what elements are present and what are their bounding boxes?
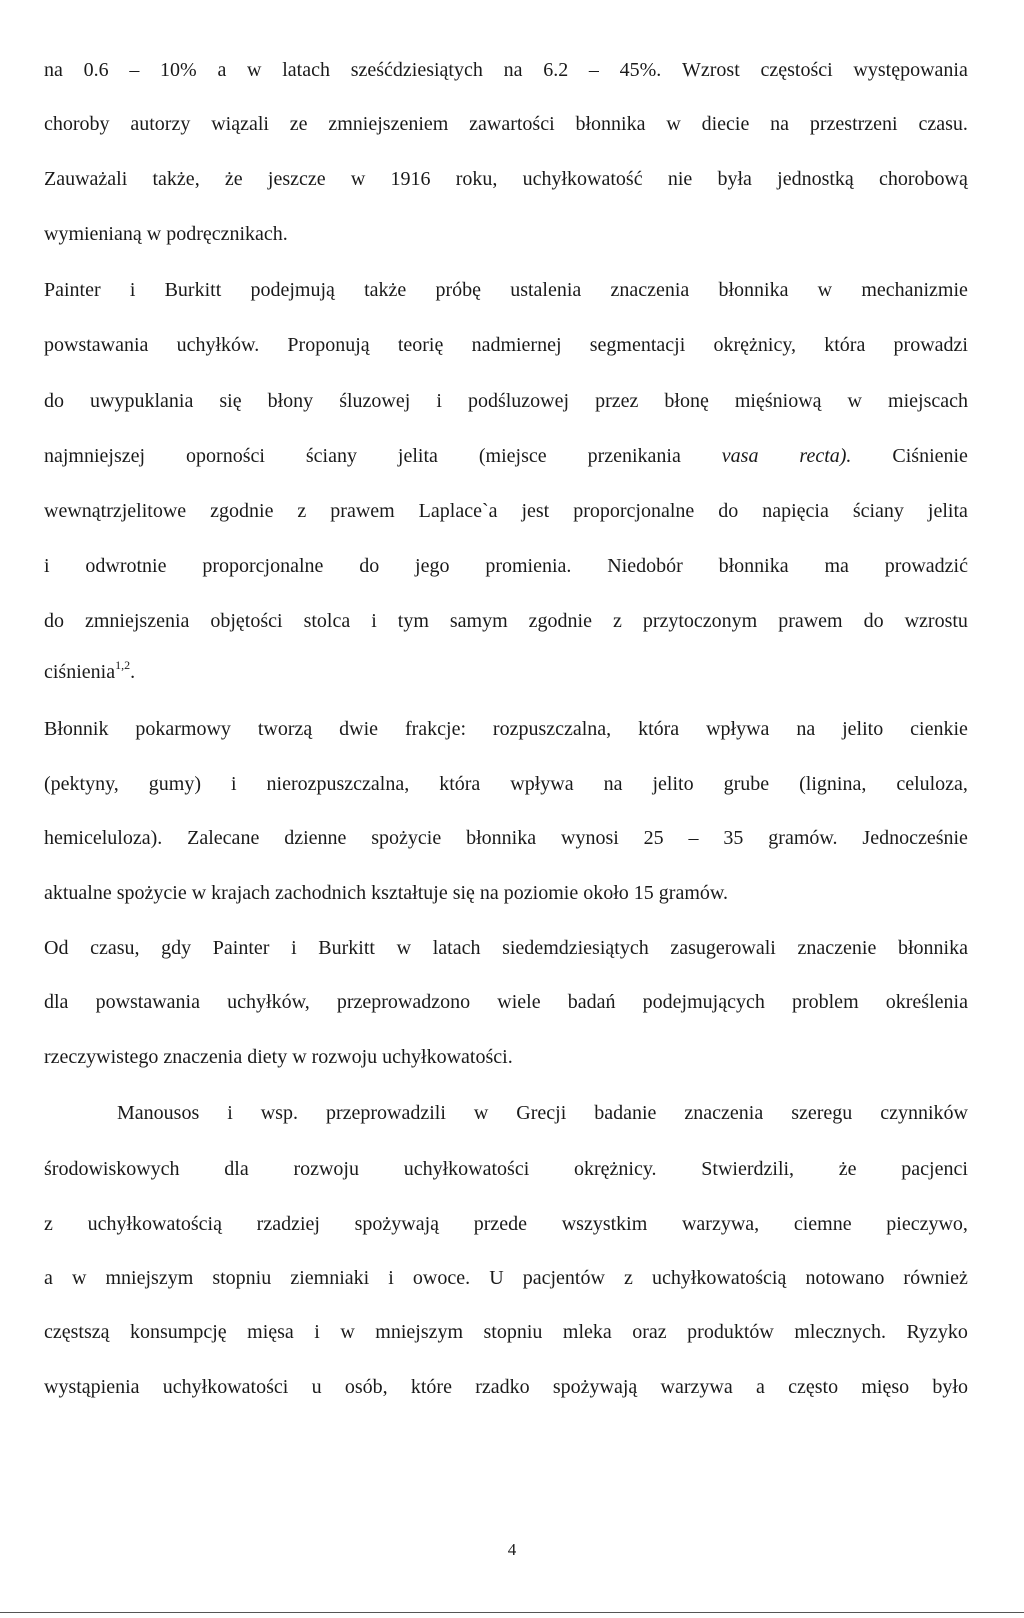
word: znaczenia (684, 1102, 764, 1124)
word: samym (449, 610, 508, 632)
word: latach (432, 937, 481, 959)
word: w (247, 59, 262, 81)
word: U (489, 1267, 504, 1289)
word: teorię (397, 334, 444, 356)
word: okrężnicy, (713, 334, 797, 356)
word: znaczenie (797, 937, 877, 959)
word: śluzowej (339, 390, 411, 412)
word: podejmują (250, 279, 335, 301)
word: gdy (161, 937, 192, 959)
word: czynników (880, 1102, 968, 1124)
word: Painter (212, 937, 270, 959)
word: jelito (842, 718, 884, 740)
word: sześćdziesiątych (350, 59, 483, 81)
word: oraz (632, 1321, 667, 1343)
word: grube (723, 773, 770, 795)
word: chorobową (879, 168, 968, 190)
word: ciemne (793, 1213, 852, 1235)
word: pacjenci (901, 1158, 968, 1180)
word: i (291, 937, 297, 959)
word: do (863, 610, 884, 632)
word: Grecji (516, 1102, 567, 1124)
word: błonę (664, 390, 709, 412)
word: i (230, 773, 237, 795)
text-line: rzeczywistego znaczenia diety w rozwoju uchyłkowatości. (44, 1046, 513, 1068)
word: z (44, 1213, 53, 1235)
word: do (718, 500, 739, 522)
word: Painter (44, 279, 101, 301)
word: nie (667, 168, 693, 190)
word: dzienne (284, 827, 347, 849)
word: Ryzyko (906, 1321, 968, 1343)
word: Zauważali (44, 168, 128, 190)
word: do (359, 555, 380, 577)
word: konsumpcję (130, 1321, 227, 1343)
text-line (44, 826, 968, 850)
word: przenikania (587, 445, 681, 467)
word: była (717, 168, 752, 190)
word: podejmujących (642, 991, 765, 1013)
word: roku, (455, 168, 498, 190)
word: uwypuklania (90, 390, 194, 412)
word: przestrzeni (809, 113, 898, 135)
word: mechanizmie (861, 279, 968, 301)
word: mleka (562, 1321, 612, 1343)
word: częstości (760, 59, 833, 81)
word: prawem (778, 610, 843, 632)
word: 6.2 (543, 59, 569, 81)
word: rozwoju (293, 1158, 359, 1180)
text-line (44, 990, 968, 1014)
word: ziemniaki (290, 1267, 370, 1289)
word: – (688, 827, 699, 849)
word: frakcje: (404, 718, 467, 740)
word: wystąpienia (44, 1376, 140, 1398)
word: w (71, 1267, 87, 1289)
word: zasugerowali (670, 937, 776, 959)
word: które (410, 1376, 452, 1398)
text-line (44, 717, 968, 741)
word: wynosi (561, 827, 619, 849)
word: błonnika (466, 827, 537, 849)
word: podśluzowej (467, 390, 570, 412)
word: warzywa (660, 1376, 733, 1398)
word: Błonnik (44, 718, 109, 740)
text-line (44, 1266, 968, 1290)
word: (miejsce (478, 445, 547, 467)
word: Stwierdzili, (701, 1158, 795, 1180)
word: a (217, 59, 227, 81)
word: nierozpuszczalna, (266, 773, 410, 795)
word: wsp. (260, 1102, 298, 1124)
word: rozpuszczalna, (492, 718, 612, 740)
word: dwie (339, 718, 379, 740)
word: także, (152, 168, 200, 190)
word: powstawania (95, 991, 200, 1013)
word: napięcia (762, 500, 829, 522)
word: w (396, 937, 412, 959)
word: – (588, 59, 599, 81)
word: uchyłkowatości (162, 1376, 289, 1398)
word: w (340, 1321, 355, 1343)
word: nadmiernej (471, 334, 562, 356)
word: spożywają (552, 1376, 638, 1398)
word: szeregu (791, 1102, 853, 1124)
word: Burkitt (318, 937, 375, 959)
word: diecie (701, 113, 750, 135)
word: Ciśnienie (892, 445, 968, 467)
word: dla (44, 991, 69, 1013)
word: mlecznych. (794, 1321, 886, 1343)
word: wiązali (211, 113, 269, 135)
word: i (44, 555, 50, 577)
word: w (817, 279, 833, 301)
word: 35 (723, 827, 744, 849)
word: autorzy (130, 113, 191, 135)
word: owoce. (412, 1267, 471, 1289)
word: notowano (805, 1267, 885, 1289)
text-line (44, 499, 968, 523)
word: objętości (210, 610, 283, 632)
word: Od (44, 937, 69, 959)
word: Jednocześnie (862, 827, 968, 849)
word: najmniejszej (44, 445, 146, 467)
word: pokarmowy (135, 718, 231, 740)
word: mięso (861, 1376, 910, 1398)
word: zmniejszeniem (328, 113, 449, 135)
word: badanie (594, 1102, 657, 1124)
word: było (932, 1376, 968, 1398)
word: ściany (305, 445, 357, 467)
word: mniejszym (375, 1321, 464, 1343)
word: stopniu (483, 1321, 543, 1343)
word: w (847, 390, 862, 412)
word: jelito (652, 773, 694, 795)
word: że (224, 168, 243, 190)
word: ciśnienia (44, 661, 116, 683)
word: że (838, 1158, 857, 1180)
word: rzadko (475, 1376, 530, 1398)
text-line: wymienianą w podręcznikach. (44, 223, 288, 245)
word: Laplace`a (418, 500, 498, 522)
word: czasu. (918, 113, 968, 135)
word: na (44, 59, 63, 81)
word: proporcjonalne (202, 555, 324, 577)
word: proporcjonalne (573, 500, 695, 522)
word: tym (397, 610, 429, 632)
word: która (824, 334, 866, 356)
text-line (44, 660, 968, 684)
word: błony (267, 390, 314, 412)
word: spożycie (371, 827, 442, 849)
word: (lignina, (799, 773, 867, 795)
text-line (44, 167, 968, 191)
word: wpływa (510, 773, 574, 795)
word: i (129, 279, 136, 301)
word: ma (824, 555, 849, 577)
word: stolca (303, 610, 351, 632)
word: się (219, 390, 242, 412)
word: wiele (497, 991, 541, 1013)
word: uchyłkowatość (522, 168, 643, 190)
word: również (903, 1267, 968, 1289)
word: błonnika (897, 937, 968, 959)
word: rzadziej (256, 1213, 320, 1235)
word: uchyłkowatością (87, 1213, 222, 1235)
word: jest (521, 500, 550, 522)
word: choroby (44, 113, 110, 135)
word: która (638, 718, 680, 740)
text-line (44, 1375, 968, 1399)
word: środowiskowych (44, 1158, 180, 1180)
word: często (788, 1376, 839, 1398)
word: recta). (799, 445, 852, 467)
text-line (44, 609, 968, 633)
word: – (129, 59, 140, 81)
word: określenia (885, 991, 968, 1013)
word: przeprowadzili (325, 1102, 446, 1124)
word: warzywa, (681, 1213, 760, 1235)
word: w (350, 168, 366, 190)
text-line (44, 58, 968, 82)
word: błonnika (718, 555, 789, 577)
word: uchyłkowatością (651, 1267, 787, 1289)
word: badań (567, 991, 616, 1013)
word: przytoczonym (642, 610, 758, 632)
word: odwrotnie (85, 555, 167, 577)
word: prawem (330, 500, 395, 522)
word: jelita (927, 500, 968, 522)
word: tworzą (257, 718, 313, 740)
text-line: aktualne spożycie w krajach zachodnich kształtuje się na poziomie około 15 gramów. (44, 882, 729, 904)
text-line (44, 112, 968, 136)
word: osób, (344, 1376, 388, 1398)
word: latach (282, 59, 330, 81)
text-line (44, 278, 968, 302)
word: Proponują (287, 334, 370, 356)
word: zgodnie (528, 610, 592, 632)
word: ustalenia (510, 279, 582, 301)
word: uchyłkowatości (403, 1158, 530, 1180)
word: stopniu (212, 1267, 272, 1289)
text-line (44, 554, 968, 578)
word: dla (224, 1158, 249, 1180)
word: mięsa (247, 1321, 294, 1343)
word: i (371, 610, 377, 632)
word: segmentacji (589, 334, 686, 356)
word: czasu, (90, 937, 140, 959)
word: i (436, 390, 442, 412)
word: wewnątrzjelitowe (44, 500, 187, 522)
word: Manousos (117, 1102, 200, 1124)
word: a (44, 1267, 53, 1289)
text-line (117, 1101, 968, 1125)
word: i (314, 1321, 320, 1343)
word: uchyłków, (227, 991, 310, 1013)
page-number: 4 (507, 1540, 517, 1559)
word: zmniejszenia (84, 610, 190, 632)
word: oporności (186, 445, 265, 467)
word: uchyłków. (176, 334, 260, 356)
word: błonnika (718, 279, 789, 301)
word: z (623, 1267, 633, 1289)
word: do (44, 610, 64, 632)
word: pacjentów (522, 1267, 605, 1289)
word: która (439, 773, 481, 795)
word: jednostką (777, 168, 854, 190)
word: ściany (852, 500, 904, 522)
text-line (44, 1320, 968, 1344)
word: wpływa (706, 718, 770, 740)
word: prowadzić (884, 555, 968, 577)
word: wzrostu (904, 610, 968, 632)
word: spożywają (354, 1213, 440, 1235)
word: a (755, 1376, 765, 1398)
word: i (388, 1267, 394, 1289)
word: jego (415, 555, 450, 577)
word: (pektyny, (44, 773, 119, 795)
word: hemiceluloza). (44, 827, 163, 849)
word: przez (595, 390, 639, 412)
word: przede (473, 1213, 528, 1235)
text-line (44, 936, 968, 960)
word: błonnika (575, 113, 646, 135)
word: 45%. (619, 59, 662, 81)
word: jeszcze (267, 168, 326, 190)
word: Niedobór (607, 555, 683, 577)
text-line (44, 1212, 968, 1236)
word: jelita (397, 445, 438, 467)
word: próbę (435, 279, 481, 301)
word: gramów. (768, 827, 838, 849)
word: zawartości (469, 113, 555, 135)
text-line (44, 333, 968, 357)
word: okrężnicy. (574, 1158, 657, 1180)
word: 10% (160, 59, 197, 81)
footer-rule (0, 1612, 1024, 1613)
word: produktów (687, 1321, 774, 1343)
word: pieczywo, (886, 1213, 968, 1235)
citation-superscript: 1,2 (115, 658, 131, 672)
word: u (311, 1376, 322, 1398)
word: 0.6 (83, 59, 109, 81)
word: do (44, 390, 64, 412)
word: vasa (721, 445, 759, 467)
word: wszystkim (561, 1213, 648, 1235)
word: częstszą (44, 1321, 110, 1343)
word: na (503, 59, 523, 81)
word: miejscach (888, 390, 968, 412)
word: problem (791, 991, 859, 1013)
word: zgodnie (210, 500, 274, 522)
text-line (44, 772, 968, 796)
word: 1916 (390, 168, 431, 190)
word: Burkitt (164, 279, 222, 301)
text-line (44, 444, 968, 468)
word: prowadzi (893, 334, 968, 356)
word: w (473, 1102, 489, 1124)
word: mięśniową (734, 390, 822, 412)
word: także (364, 279, 407, 301)
word: gumy) (148, 773, 201, 795)
word: na (770, 113, 790, 135)
word: w (666, 113, 681, 135)
word: cienkie (910, 718, 968, 740)
word: powstawania (44, 334, 149, 356)
text-line (44, 1157, 968, 1181)
word: i (227, 1102, 233, 1124)
word: siedemdziesiątych (502, 937, 649, 959)
word: na (603, 773, 623, 795)
word: Wzrost (682, 59, 740, 81)
word: z (612, 610, 622, 632)
text-line (44, 389, 968, 413)
word: na (796, 718, 816, 740)
word: promienia. (485, 555, 572, 577)
word: celuloza, (896, 773, 968, 795)
word: przeprowadzono (336, 991, 471, 1013)
word: znaczenia (610, 279, 690, 301)
word: . (130, 661, 136, 683)
word: 25 (643, 827, 664, 849)
word: występowania (853, 59, 968, 81)
word: mniejszym (105, 1267, 194, 1289)
word: Zalecane (187, 827, 260, 849)
word: ze (289, 113, 308, 135)
word: z (297, 500, 307, 522)
